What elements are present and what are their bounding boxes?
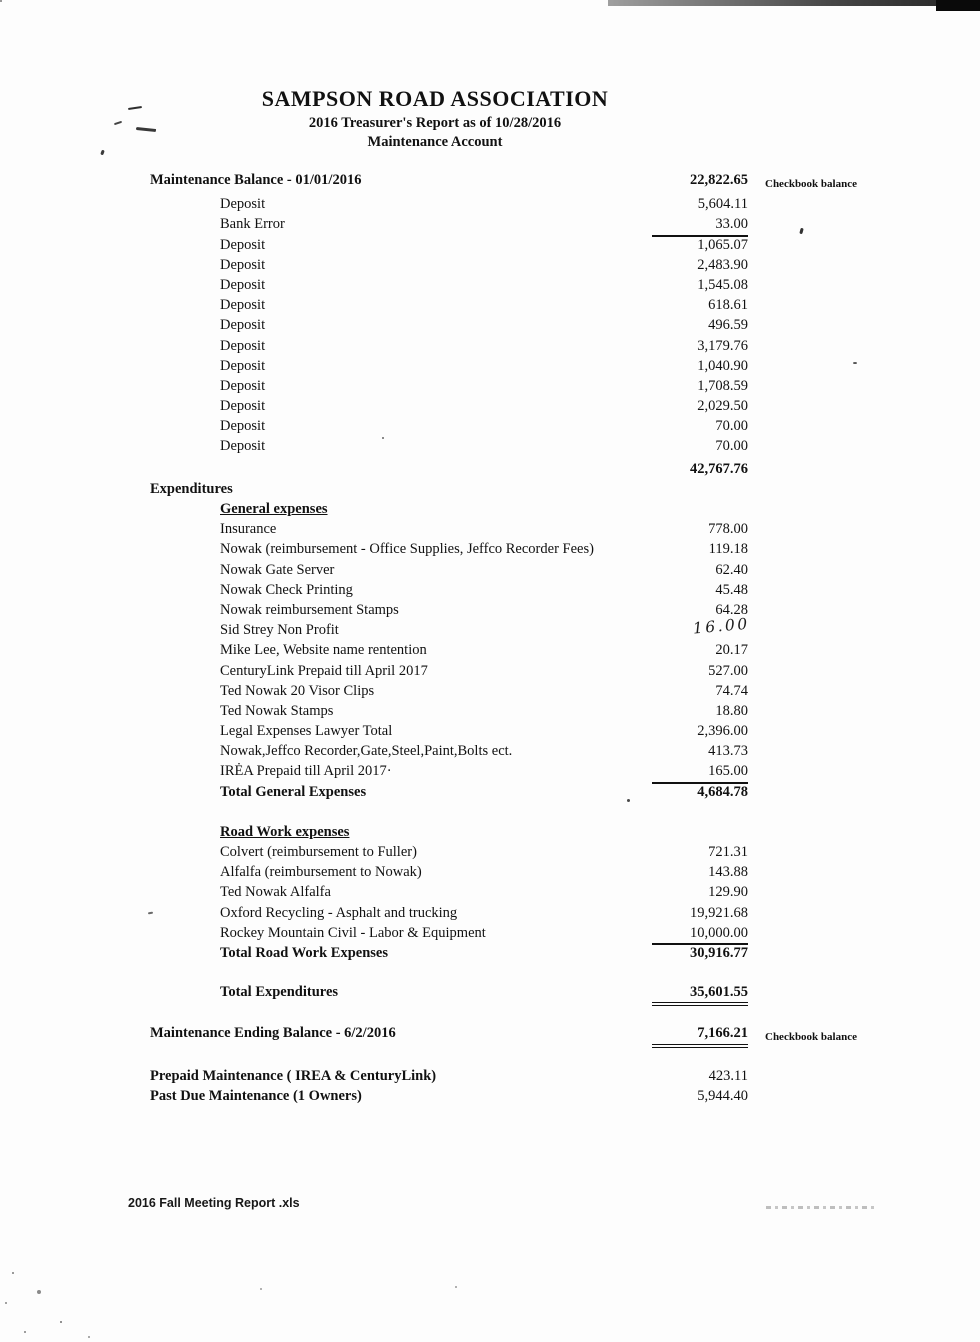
report-row	[0, 376, 980, 396]
row-label: Deposit	[220, 357, 266, 374]
report-row	[0, 499, 980, 519]
report-subtitle: 2016 Treasurer's Report as of 10/28/2016	[308, 115, 562, 131]
row-label: Deposit	[220, 418, 266, 435]
row-value: 413.73	[708, 743, 748, 760]
row-label: Bank Error	[220, 216, 285, 233]
source-filename: 2016 Fall Meeting Report .xls	[128, 1196, 300, 1210]
row-value: 2,396.00	[697, 723, 748, 740]
row-value: 496.59	[708, 317, 748, 334]
row-value: 2,483.90	[697, 256, 748, 273]
row-value: 4,684.78	[697, 783, 748, 800]
row-label: Past Due Maintenance (1 Owners)	[150, 1087, 362, 1104]
report-row	[0, 822, 980, 842]
report-row	[0, 1066, 980, 1086]
report-row	[0, 681, 980, 701]
row-label: Road Work expenses	[220, 823, 350, 840]
checkbook-balance-note: Checkbook balance	[765, 178, 857, 190]
row-label: Total General Expenses	[220, 783, 367, 800]
row-value: 20.17	[715, 642, 748, 659]
row-value: 62.40	[715, 561, 748, 578]
report-row	[0, 336, 980, 356]
row-value: 1,065.07	[697, 236, 748, 253]
report-row	[0, 721, 980, 741]
row-label: Nowak,Jeffco Recorder,Gate,Steel,Paint,Bolts ect.	[220, 743, 513, 760]
row-value: 70.00	[715, 418, 748, 435]
report-row	[0, 479, 980, 499]
row-value: 618.61	[708, 297, 748, 314]
report-row	[0, 275, 980, 295]
row-label: Total Road Work Expenses	[220, 944, 389, 961]
row-value: 129.90	[708, 884, 748, 901]
row-label: Sid Strey Non Profit	[220, 622, 339, 639]
row-value: 19,921.68	[690, 904, 748, 921]
row-value: 22,822.65	[690, 172, 748, 188]
row-label: Deposit	[220, 297, 266, 314]
report-row	[0, 560, 980, 580]
row-value: 18.80	[715, 702, 748, 719]
report-row	[0, 255, 980, 275]
row-label: Mike Lee, Website name rentention	[220, 642, 427, 659]
row-label: Deposit	[220, 196, 266, 213]
row-label: Deposit	[220, 236, 266, 253]
row-value: 5,944.40	[697, 1087, 748, 1104]
report-row	[0, 436, 980, 456]
page-title: SAMPSON ROAD ASSOCIATION	[261, 86, 609, 111]
row-value: 1,708.59	[697, 377, 748, 394]
report-row	[0, 356, 980, 376]
row-label: Maintenance Ending Balance - 6/2/2016	[150, 1025, 396, 1042]
row-value: 143.88	[708, 864, 748, 881]
row-value: 10,000.00	[652, 923, 748, 945]
row-label: Prepaid Maintenance ( IREA & CenturyLink)	[150, 1067, 437, 1084]
report-header	[0, 86, 870, 151]
row-label: Oxford Recycling - Asphalt and trucking	[220, 904, 458, 921]
row-label: Deposit	[220, 337, 266, 354]
row-value: 721.31	[708, 844, 748, 860]
row-label: Ted Nowak Stamps	[220, 702, 334, 719]
row-value: 1,545.08	[697, 276, 748, 293]
faint-dashed-mark	[766, 1206, 878, 1209]
report-row	[0, 741, 980, 761]
report-rows	[0, 170, 980, 1106]
scan-speckles	[0, 0, 2, 2]
row-value: 64.28	[715, 601, 748, 618]
row-value: 45.48	[715, 581, 748, 598]
row-value: 778.00	[708, 521, 748, 538]
row-label: Deposit	[220, 317, 266, 334]
report-row	[0, 170, 980, 190]
report-row	[0, 214, 980, 234]
row-label: Insurance	[220, 521, 277, 538]
row-value: 35,601.55	[652, 982, 748, 1006]
row-value: 5,604.11	[697, 196, 748, 213]
report-row	[0, 943, 980, 963]
report-row	[0, 580, 980, 600]
report-row	[0, 661, 980, 681]
report-row	[0, 600, 980, 620]
row-value: 423.11	[708, 1067, 748, 1084]
report-row	[0, 519, 980, 539]
row-label: Deposit	[220, 256, 266, 273]
row-value: 527.00	[708, 662, 748, 679]
row-value: 1,040.90	[697, 357, 748, 374]
report-row	[0, 295, 980, 315]
report-row	[0, 194, 980, 214]
row-label: CenturyLink Prepaid till April 2017	[220, 662, 428, 679]
row-value: 3,179.76	[697, 337, 748, 354]
row-label: Expenditures	[150, 480, 233, 497]
row-label: General expenses	[220, 501, 328, 517]
report-row	[0, 842, 980, 862]
row-value: 7,166.21	[652, 1023, 748, 1047]
scan-edge-band	[608, 0, 980, 6]
report-row	[0, 539, 980, 559]
report-row	[0, 782, 980, 802]
report-row	[0, 923, 980, 943]
row-value: 74.74	[715, 682, 748, 699]
report-row	[0, 862, 980, 882]
row-value: 2,029.50	[697, 398, 748, 415]
report-row	[0, 396, 980, 416]
row-value: 33.00	[652, 214, 748, 236]
account-name: Maintenance Account	[367, 134, 503, 150]
report-row	[0, 1086, 980, 1106]
scan-corner-mark	[936, 0, 980, 11]
row-label: Maintenance Balance - 01/01/2016	[150, 172, 362, 188]
row-label: Nowak Check Printing	[220, 581, 353, 598]
row-value-handwritten: 16.00	[692, 614, 751, 638]
row-label: Deposit	[220, 438, 266, 455]
report-row	[0, 614, 980, 640]
report-row	[0, 701, 980, 721]
row-label: Nowak reimbursement Stamps	[220, 601, 399, 618]
row-value: 42,767.76	[690, 460, 748, 477]
report-row	[0, 315, 980, 335]
row-value: 165.00	[652, 761, 748, 783]
report-row	[0, 416, 980, 436]
row-value: 119.18	[708, 541, 748, 558]
row-label: Deposit	[220, 398, 266, 415]
report-row	[0, 459, 980, 479]
row-value: 30,916.77	[690, 944, 748, 961]
row-label: Ted Nowak 20 Visor Clips	[220, 682, 375, 699]
row-label: Colvert (reimbursement to Fuller)	[220, 844, 417, 860]
row-label: Deposit	[220, 276, 266, 293]
report-row	[0, 761, 980, 781]
checkbook-balance-note: Checkbook balance	[765, 1031, 857, 1044]
row-label: IRĖA Prepaid till April 2017·	[220, 763, 392, 780]
row-label: Legal Expenses Lawyer Total	[220, 723, 393, 740]
report-row	[0, 235, 980, 255]
row-label: Nowak (reimbursement - Office Supplies, Jeffco Recorder Fees)	[220, 541, 594, 558]
report-row	[0, 903, 980, 923]
row-label: Total Expenditures	[220, 984, 339, 1001]
report-row	[0, 640, 980, 660]
report-row	[0, 1023, 980, 1043]
row-value: 70.00	[715, 438, 748, 455]
row-label: Nowak Gate Server	[220, 561, 335, 578]
report-row	[0, 882, 980, 902]
row-label: Rockey Mountain Civil - Labor & Equipment	[220, 924, 486, 941]
row-label: Ted Nowak Alfalfa	[220, 884, 331, 901]
row-label: Alfalfa (reimbursement to Nowak)	[220, 864, 422, 881]
report-row	[0, 982, 980, 1002]
row-label: Deposit	[220, 377, 266, 394]
